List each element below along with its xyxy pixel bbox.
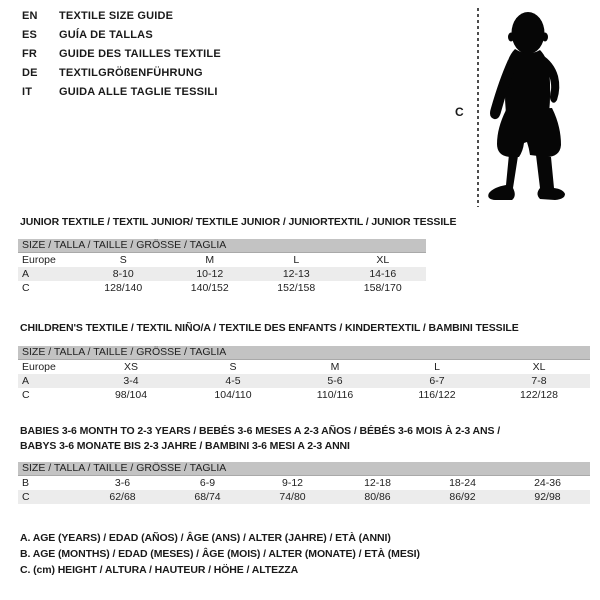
table-cell: 116/122 (418, 388, 456, 401)
table-cell: 5-6 (284, 374, 386, 388)
table-cell: 110/116 (316, 388, 354, 401)
table-cell: 12-13 (253, 267, 340, 281)
table-cell: 86/92 (420, 490, 505, 504)
table-cell: L (293, 253, 300, 266)
language-title: GUIDA ALLE TAGLIE TESSILI (59, 86, 218, 98)
table-cell: 104/110 (214, 388, 252, 401)
table-cell: 80/86 (335, 490, 420, 504)
row-label: A (18, 267, 80, 281)
row-label: C (22, 281, 30, 294)
footnote-b: B. AGE (MONTHS) / EDAD (MESES) / ÂGE (MOIS) / ALTER (MONATE) / ETÀ (MESI) (20, 548, 420, 560)
table-row (18, 388, 590, 402)
size-header-label: SIZE / TALLA / TAILLE / GRÖSSE / TAGLIA (18, 462, 590, 476)
table-cell: 140/152 (190, 281, 229, 294)
junior-table-title: JUNIOR TEXTILE / TEXTIL JUNIOR/ TEXTILE JUNIOR / JUNIORTEXTIL / JUNIOR TESSILE (20, 216, 457, 228)
language-title: GUÍA DE TALLAS (59, 29, 153, 41)
row-label: Europe (22, 360, 56, 373)
size-header-label: SIZE / TALLA / TAILLE / GRÖSSE / TAGLIA (18, 239, 426, 253)
language-row-fr (22, 48, 221, 67)
table-cell: 122/128 (520, 388, 558, 401)
table-cell: S (229, 360, 237, 373)
footnotes-block (20, 530, 420, 578)
table-cell: 158/170 (363, 281, 402, 294)
table-row (18, 253, 426, 267)
size-header-bar (18, 462, 590, 476)
footnote-c: C. (cm) HEIGHT / ALTURA / HAUTEUR / HÖHE / ALTEZZA (20, 564, 299, 576)
height-measure-label: C (455, 105, 464, 119)
language-title: GUIDE DES TAILLES TEXTILE (59, 48, 221, 60)
table-cell: XS (123, 360, 138, 373)
table-cell: M (205, 253, 215, 266)
row-label: B (22, 476, 30, 489)
table-row (18, 281, 426, 295)
table-cell: XL (376, 253, 390, 266)
language-title: TEXTILGRÖßENFÜHRUNG (59, 67, 203, 79)
children-table-title: CHILDREN'S TEXTILE / TEXTIL NIÑO/A / TEXTILE DES ENFANTS / KINDERTEXTIL / BAMBINI TESSILE (20, 322, 519, 334)
table-row (18, 360, 590, 374)
table-cell: S (119, 253, 127, 266)
language-code: DE (22, 67, 38, 79)
table-row (18, 490, 590, 504)
table-cell: 68/74 (165, 490, 250, 504)
children-size-table (18, 346, 590, 402)
table-cell: 14-16 (340, 267, 427, 281)
table-cell: 12-18 (364, 476, 391, 489)
babies-table-title (20, 424, 500, 454)
babies-size-table (18, 462, 590, 504)
table-cell: 152/158 (277, 281, 316, 294)
language-title-block (22, 10, 221, 105)
table-cell: 6-7 (386, 374, 488, 388)
table-cell: 3-4 (80, 374, 182, 388)
table-cell: 4-5 (182, 374, 284, 388)
size-header-bar (18, 346, 590, 360)
language-title: TEXTILE SIZE GUIDE (59, 10, 174, 22)
table-cell: 74/80 (250, 490, 335, 504)
footnote-a: A. AGE (YEARS) / EDAD (AÑOS) / ÂGE (ANS) / ALTER (JAHRE) / ETÀ (ANNI) (20, 532, 391, 544)
language-code: ES (22, 29, 38, 41)
table-cell: XL (532, 360, 546, 373)
table-cell: 6-9 (199, 476, 216, 489)
table-cell: 128/140 (104, 281, 143, 294)
language-row-es (22, 29, 221, 48)
size-header-label: SIZE / TALLA / TAILLE / GRÖSSE / TAGLIA (18, 346, 590, 360)
table-cell: 9-12 (281, 476, 303, 489)
language-code: EN (22, 10, 38, 22)
table-cell: 7-8 (488, 374, 590, 388)
table-row (18, 374, 590, 388)
row-label: A (18, 374, 80, 388)
babies-title-line1: BABIES 3-6 MONTH TO 2-3 YEARS / BEBÉS 3-6 MESES A 2-3 AÑOS / BÉBÉS 3-6 MOIS À 2-3 ANS / (20, 425, 501, 437)
table-cell: M (330, 360, 340, 373)
table-cell: 8-10 (80, 267, 167, 281)
table-cell: 92/98 (505, 490, 590, 504)
row-label: C (18, 490, 80, 504)
size-header-bar (18, 239, 426, 253)
row-label: C (22, 388, 30, 401)
table-row (18, 267, 426, 281)
language-code: IT (22, 86, 33, 98)
language-row-en (22, 10, 221, 29)
language-row-de (22, 67, 221, 86)
table-row (18, 476, 590, 490)
babies-title-line2: BABYS 3-6 MONATE BIS 2-3 JAHRE / BAMBINI 3-6 MESI A 2-3 ANNI (20, 440, 350, 452)
table-cell: 3-6 (114, 476, 131, 489)
table-cell: L (434, 360, 440, 373)
height-measure-dotted-line (477, 8, 479, 207)
table-cell: 24-36 (534, 476, 561, 489)
row-label: Europe (22, 253, 56, 266)
table-cell: 18-24 (449, 476, 476, 489)
junior-size-table (18, 239, 426, 295)
table-cell: 98/104 (114, 388, 148, 401)
language-row-it (22, 86, 221, 105)
baby-silhouette-icon (484, 10, 570, 204)
table-cell: 62/68 (80, 490, 165, 504)
language-code: FR (22, 48, 38, 60)
table-cell: 10-12 (167, 267, 254, 281)
